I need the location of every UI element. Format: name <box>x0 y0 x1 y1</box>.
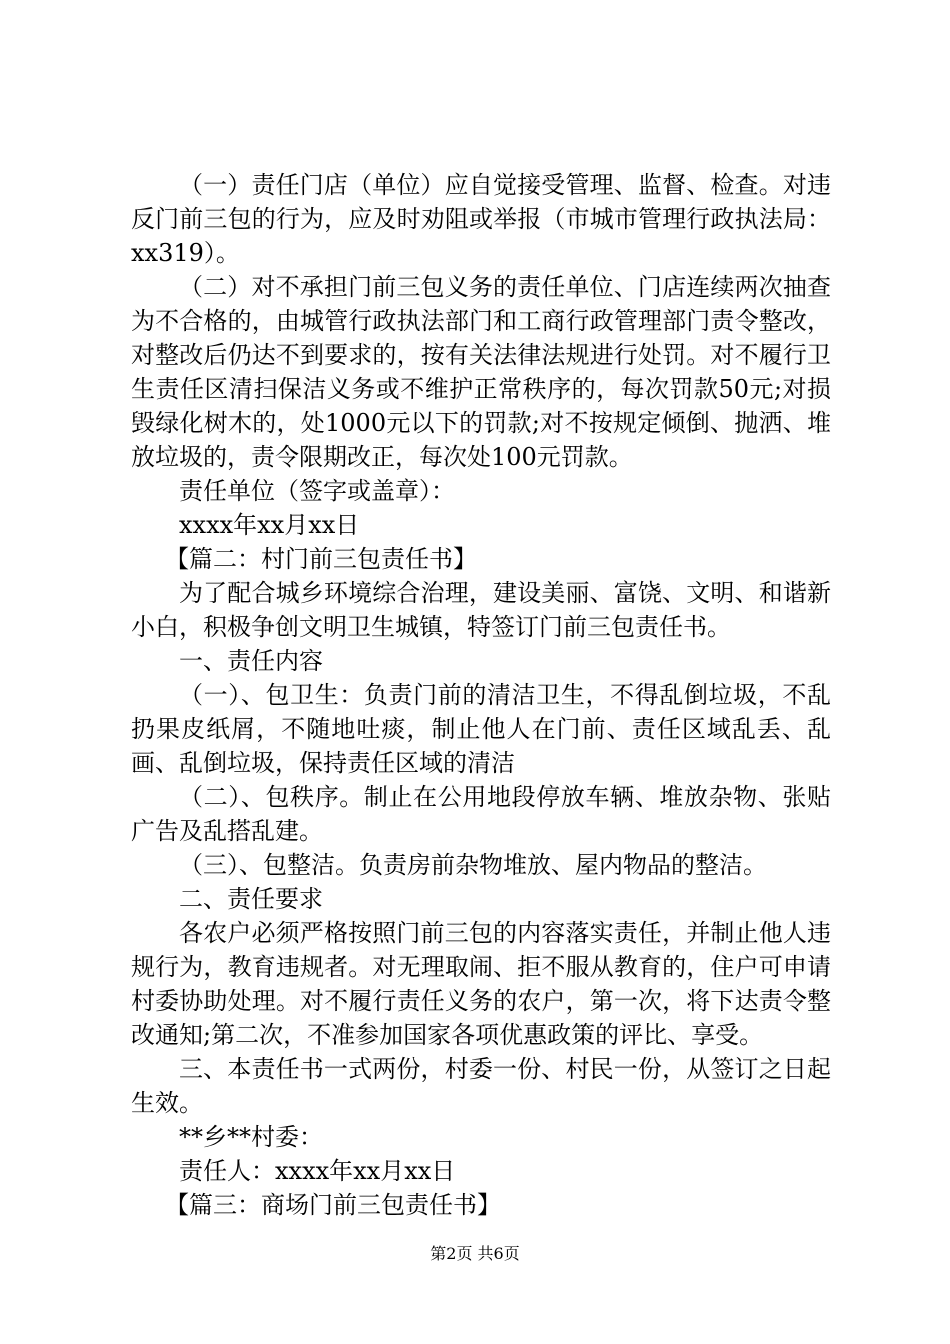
chapter-heading-2: 【篇二：村门前三包责任书】 <box>165 545 477 573</box>
heading-responsibility-content: 一、责任内容 <box>179 647 323 675</box>
item-tidiness: （三）、包整洁。负责房前杂物堆放、屋内物品的整洁。 <box>179 851 767 879</box>
chapter-heading-3: 【篇三：商场门前三包责任书】 <box>165 1191 501 1219</box>
date-line: xxxx年xx月xx日 <box>179 511 360 539</box>
heading-responsibility-requirements: 二、责任要求 <box>179 885 323 913</box>
paragraph-section-1: （一）责任门店（单位）应自觉接受管理、监督、检查。对违反门前三包的行为，应及时劝阻或举报（市城市管理行政执法局：xx319）。 <box>131 171 831 267</box>
village-committee-line: **乡**村委： <box>179 1123 323 1151</box>
responsible-person-line: 责任人：xxxx年xx月xx日 <box>179 1157 456 1185</box>
paragraph-section-2: （二）对不承担门前三包义务的责任单位、门店连续两次抽查为不合格的，由城管行政执法部门和工商行政管理部门责令整改，对整改后仍达不到要求的，按有关法律法规进行处罚。对不履行卫生责任区清扫保洁义务或不维护正常秩序的，每次罚款50元;对损毁绿化树木的，处1000元以下的罚款;对不按规定倾倒、抛洒、堆放垃圾的，责令限期改正，每次处100元罚款。 <box>131 273 831 471</box>
validity-paragraph: 三、本责任书一式两份，村委一份、村民一份，从签订之日起生效。 <box>131 1055 831 1117</box>
intro-paragraph: 为了配合城乡环境综合治理，建设美丽、富饶、文明、和谐新小白，积极争创文明卫生城镇，特签订门前三包责任书。 <box>131 579 831 641</box>
item-order: （二）、包秩序。制止在公用地段停放车辆、堆放杂物、张贴广告及乱搭乱建。 <box>131 783 831 845</box>
page-number-footer: 第2页 共6页 <box>430 1244 520 1263</box>
requirements-paragraph: 各农户必须严格按照门前三包的内容落实责任，并制止他人违规行为，教育违规者。对无理取闹、拒不服从教育的，住户可申请村委协助处理。对不履行责任义务的农户，第一次，将下达责令整改通知;第二次，不准参加国家各项优惠政策的评比、享受。 <box>131 919 831 1049</box>
document-body <box>131 168 831 1222</box>
signature-line: 责任单位（签字或盖章）： <box>179 477 455 505</box>
item-hygiene: （一）、包卫生：负责门前的清洁卫生，不得乱倒垃圾，不乱扔果皮纸屑，不随地吐痰，制止他人在门前、责任区域乱丢、乱画、乱倒垃圾，保持责任区域的清洁 <box>131 681 831 777</box>
